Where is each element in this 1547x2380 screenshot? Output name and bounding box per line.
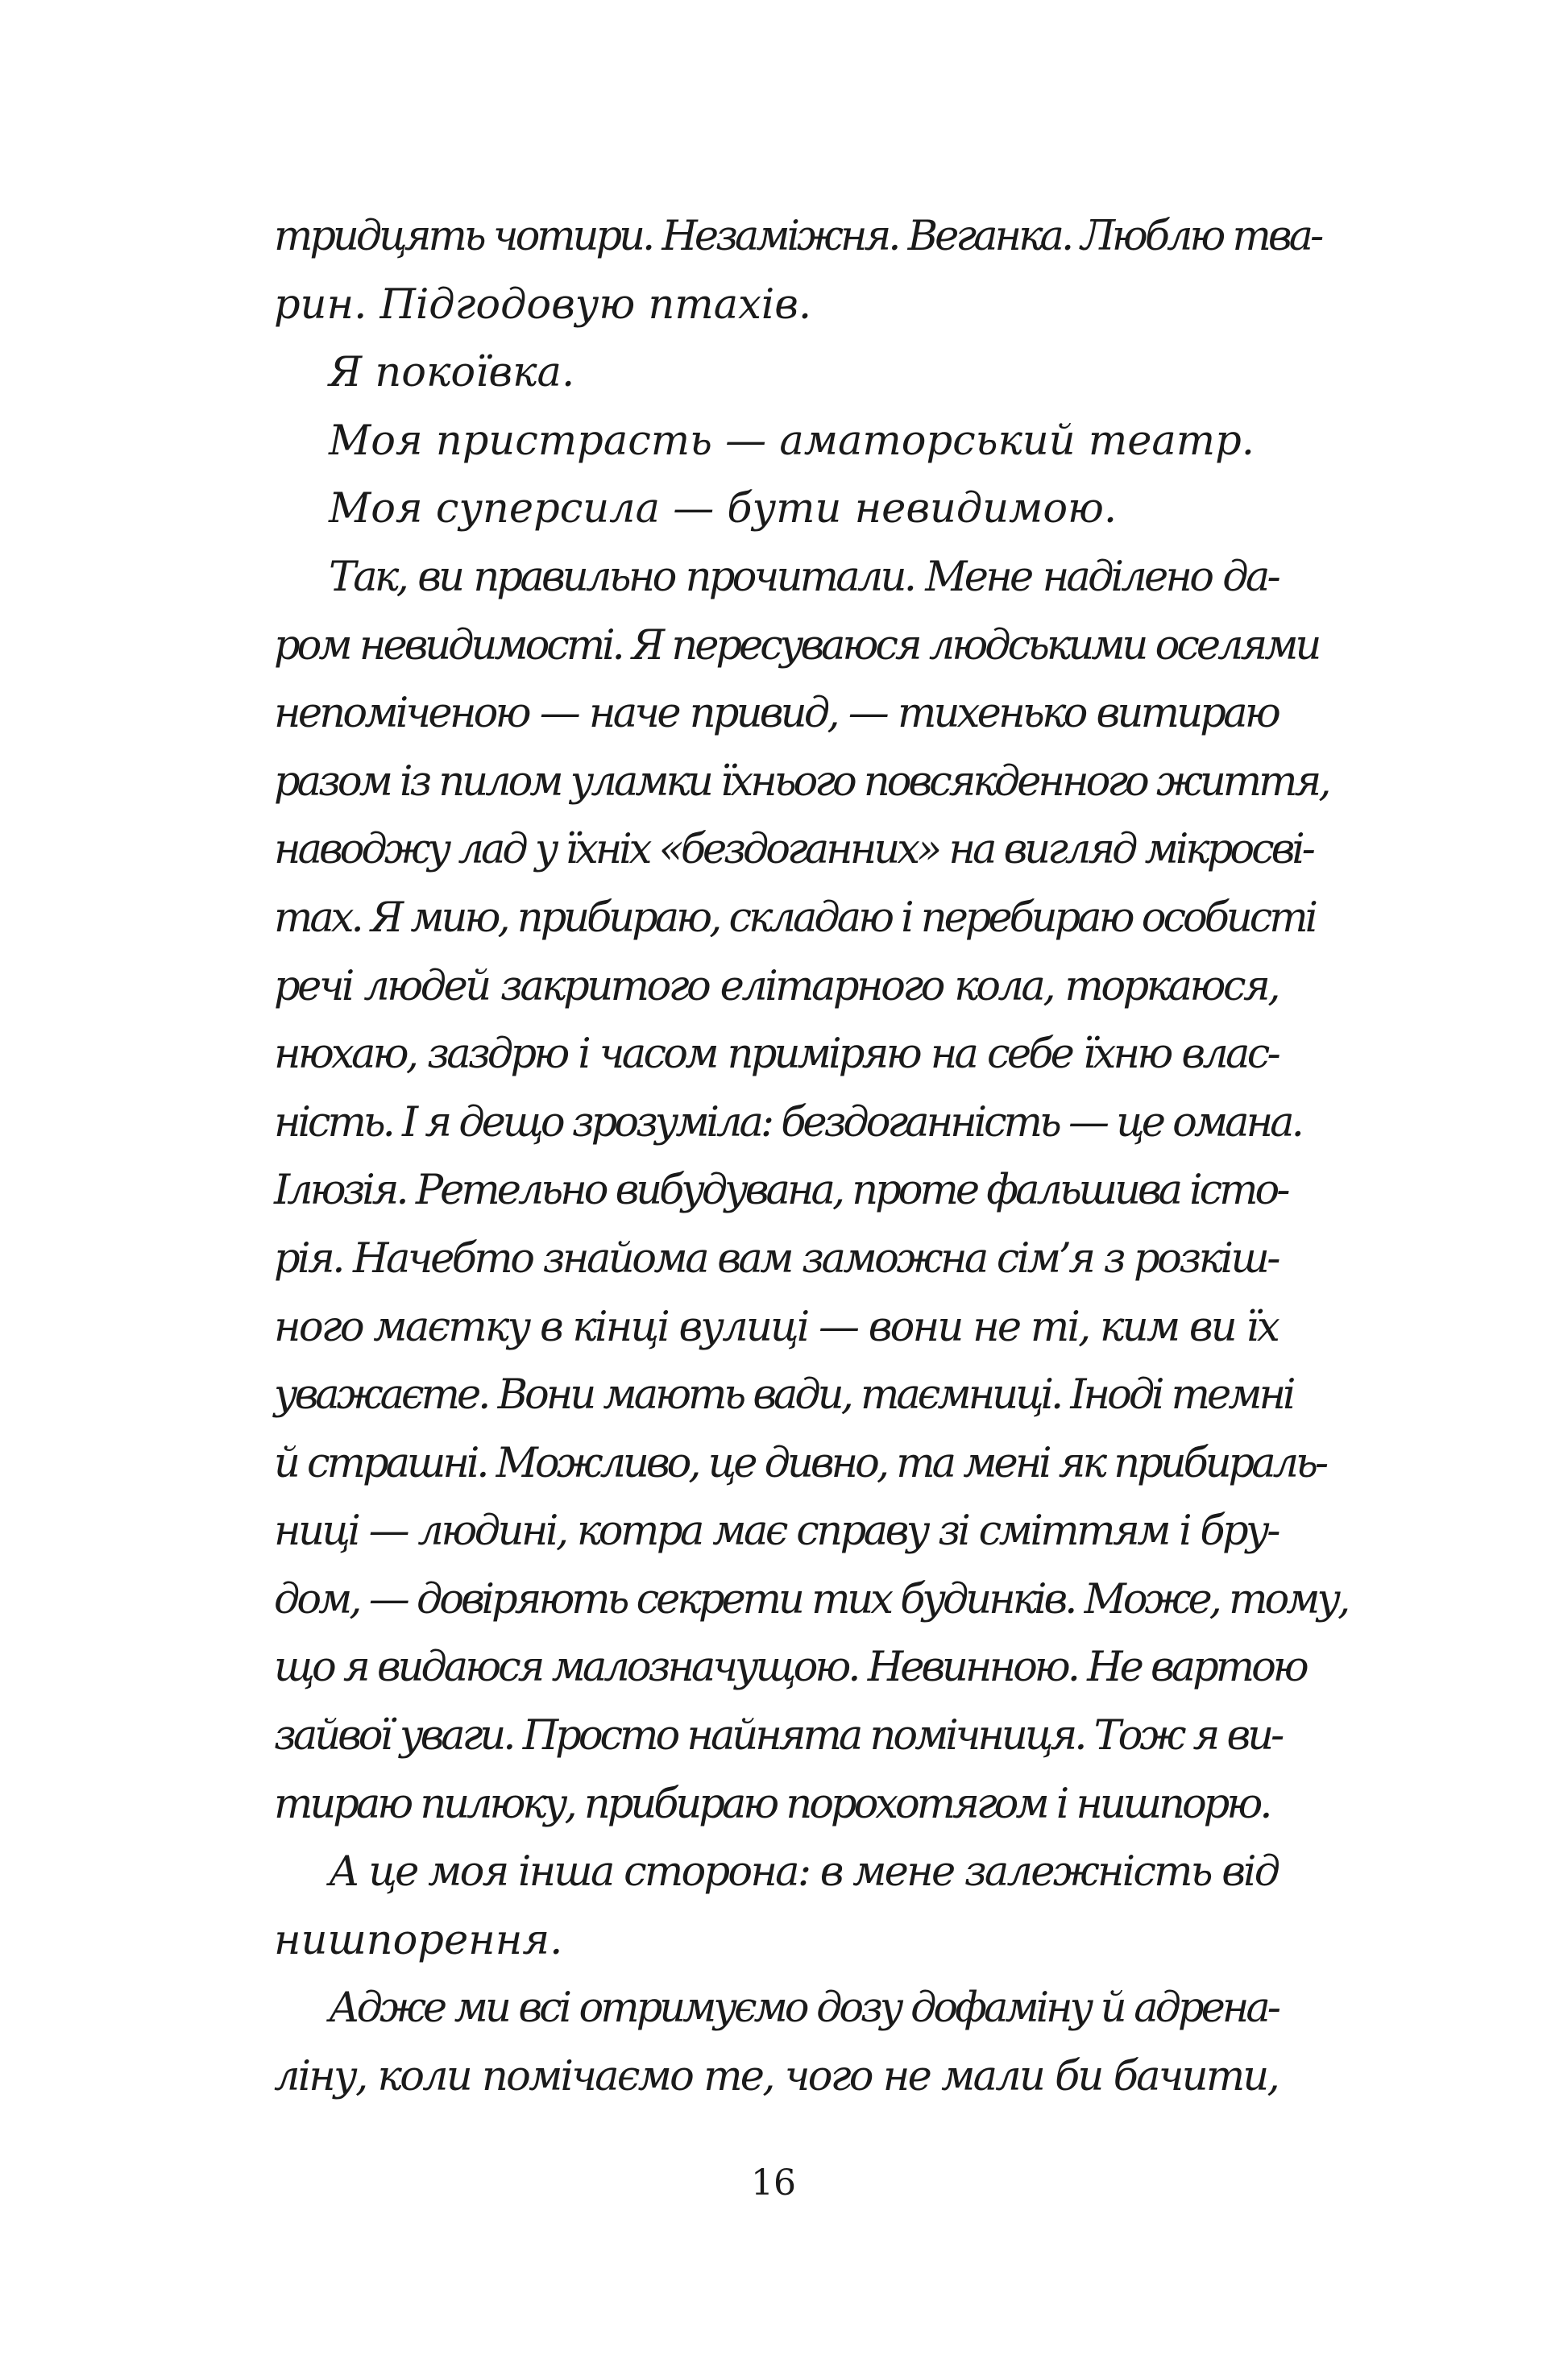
text-line: Моя пристрасть — аматорський театр. [329, 417, 1255, 465]
text-line: ного маєтку в кінці вулиці — вони не ті, ким ви їх [274, 1303, 1278, 1351]
text-line: разом із пилом уламки їхнього повсякденного життя, [274, 757, 1329, 806]
text-line: Адже ми всі отримуємо дозу дофаміну й адрена- [329, 1984, 1278, 2033]
text-line: Я покоївка. [329, 349, 575, 397]
text-line: непоміченою — наче привид, — тихенько витираю [274, 690, 1278, 738]
text-line: рія. Начебто знайома вам заможна сім’я з розкіш- [274, 1234, 1278, 1283]
text-line: ліну, коли помічаємо те, чого не мали би бачити, [274, 2053, 1278, 2101]
body-text [274, 203, 1348, 2112]
text-line: тираю пилюку, прибираю порохотягом і нишпорю. [274, 1780, 1270, 1828]
text-line: нюхаю, заздрю і часом приміряю на себе їхню влас- [274, 1030, 1278, 1079]
text-line: ниці — людині, котра має справу зі сміттям і бру- [274, 1507, 1278, 1556]
text-line: зайвої уваги. Просто найнята помічниця. Тож я ви- [274, 1712, 1282, 1760]
text-line: тридцять чотири. Незаміжня. Веганка. Люблю тва- [274, 213, 1321, 260]
text-line: Ілюзія. Ретельно вибудувана, проте фальшива істо- [274, 1167, 1288, 1215]
text-line: й страшні. Можливо, це дивно, та мені як прибираль- [274, 1439, 1326, 1487]
text-line: Моя суперсила — бути невидимою. [329, 485, 1118, 533]
text-line: рин. Підгодовую птахів. [274, 280, 812, 329]
text-line: наводжу лад у їхніх «бездоганних» на вигляд мікросві- [274, 826, 1313, 874]
text-line: Так, ви правильно прочитали. Мене наділено да- [329, 553, 1278, 601]
text-line: що я видаюся малозначущою. Невинною. Не вартою [274, 1644, 1306, 1692]
text-line: дом, — довіряють секрети тих будинків. Може, тому, [274, 1575, 1348, 1623]
text-line: уважаєте. Вони мають вади, таємниці. Іноді темні [274, 1371, 1293, 1420]
text-line: ність. І я дещо зрозуміла: бездоганність — це омана. [274, 1098, 1301, 1146]
text-line: тах. Я мию, прибираю, складаю і перебираю особисті [274, 894, 1315, 942]
text-line: ром невидимості. Я пересуваюся людськими оселями [274, 621, 1319, 670]
text-line: речі людей закритого елітарного кола, торкаюся, [274, 962, 1278, 1010]
text-line: нишпорення. [274, 1916, 563, 1964]
page-number: 16 [751, 2162, 796, 2204]
text-line: А це моя інша сторона: в мене залежність від [329, 1848, 1279, 1897]
